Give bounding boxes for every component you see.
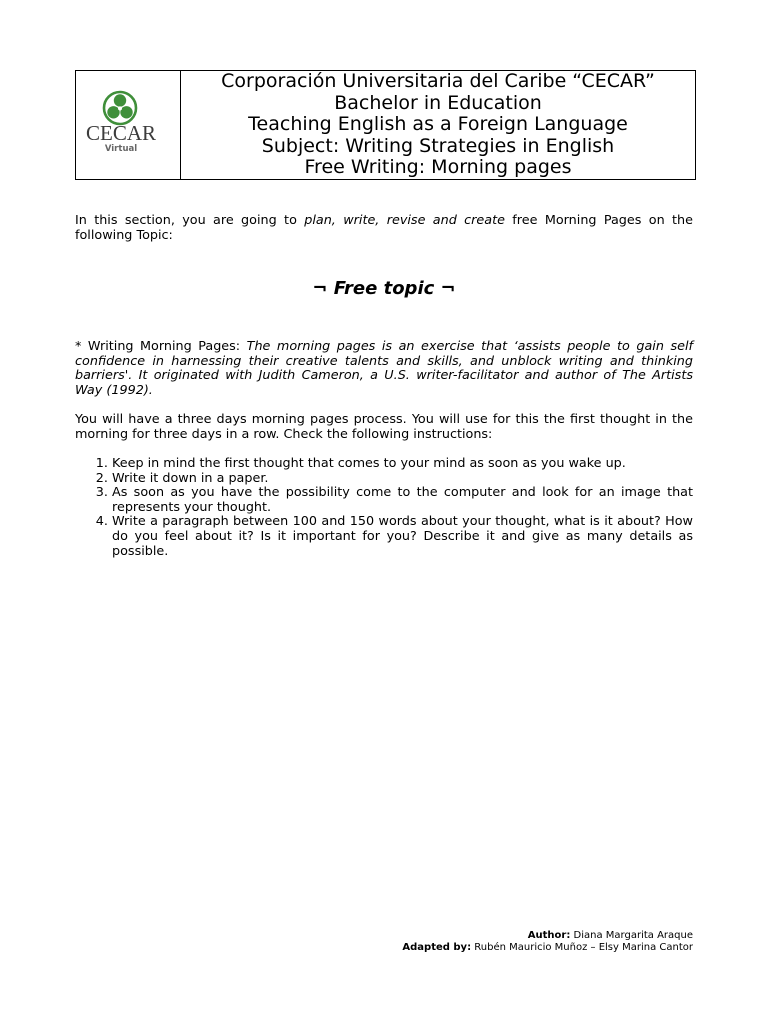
logo-cell: [76, 71, 181, 179]
definition-paragraph: [75, 340, 693, 398]
author-name: Diana Margarita Araque: [570, 930, 693, 941]
title-cell: [181, 71, 695, 179]
course-name: Teaching English as a Foreign Language: [248, 113, 628, 135]
activity-title: Free Writing: Morning pages: [304, 156, 572, 178]
adapted-names: Rubén Mauricio Muñoz – Elsy Marina Cantor: [471, 941, 693, 953]
definition-text: The morning pages is an exercise that ‘assists people to gain self confidence in harnessing their creative talents and skills, and unblock writing and thinking barriers'. It originated with Judith Cameron, a U.S. writer-facilitator and author of The Artists Way (1992).: [75, 339, 693, 398]
intro-emphasis: plan, write, revise and create: [304, 213, 505, 228]
credits-footer: [402, 930, 693, 953]
instruction-item: 1. Keep in mind the first thought that comes to your mind as soon as you wake up.: [112, 457, 693, 472]
instructions-list: [75, 457, 693, 559]
intro-paragraph: [75, 214, 693, 243]
process-paragraph: You will have a three days morning pages process. You will use for this the first thought in the morning for three days in a row. Check the following instructions:: [75, 412, 693, 442]
topic-heading: ¬ Free topic ¬: [312, 278, 456, 299]
adapted-label: Adapted by:: [402, 941, 472, 953]
author-line: [402, 930, 693, 942]
instruction-item: 2. Write it down in a paper.: [112, 472, 693, 487]
program-name: Bachelor in Education: [334, 91, 542, 114]
institution-name: Corporación Universitaria del Caribe “CECAR”: [221, 70, 655, 92]
header-table: [75, 70, 696, 180]
adapted-line: [402, 942, 693, 954]
instruction-item: 4. Write a paragraph between 100 and 150 words about your thought, what is it about? How do you feel about it? Is it important for you? Describe it and give as many details as possible.: [112, 515, 693, 559]
logo-subtitle: Virtual: [104, 144, 138, 154]
intro-text-end: free Morning Pages on the following Topic:: [75, 213, 693, 243]
subject-name: Subject: Writing Strategies in English: [261, 134, 615, 157]
instruction-item: 3. As soon as you have the possibility come to the computer and look for an image that represents your thought.: [112, 486, 693, 515]
intro-text-start: In this section, you are going to: [75, 213, 305, 228]
author-label: Author:: [527, 930, 571, 941]
logo-wordmark: CECAR: [85, 121, 156, 145]
definition-lead: * Writing Morning Pages:: [75, 339, 247, 354]
